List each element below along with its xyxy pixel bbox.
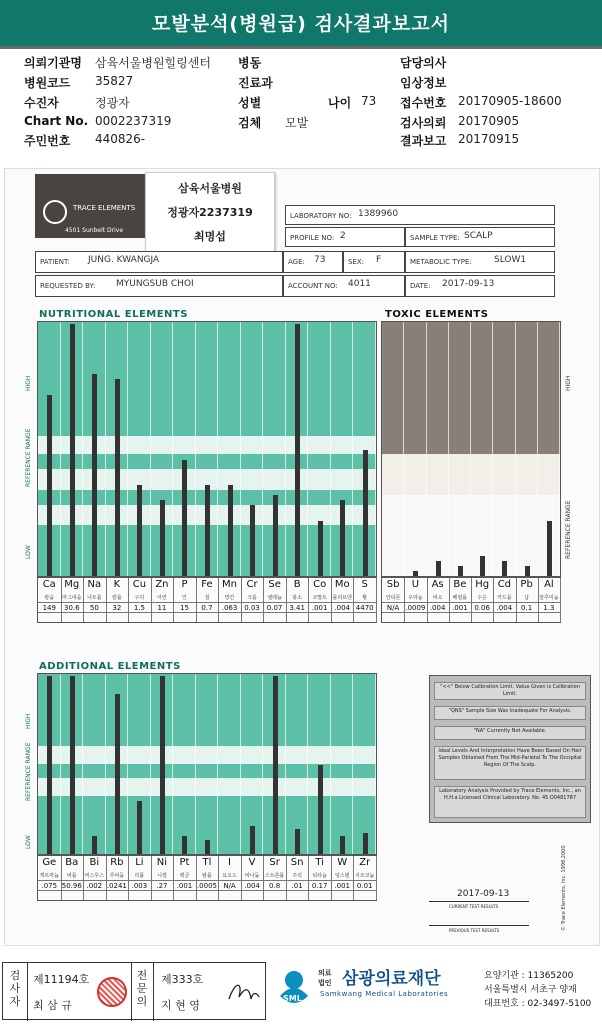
element-symbol-se: Se — [268, 579, 281, 590]
additional-title: ADDITIONAL ELEMENTS — [39, 661, 181, 672]
info-value-report-date: 20170915 — [458, 132, 520, 146]
bar-sr — [273, 676, 278, 854]
org-address: 서울특별시 서초구 양재 — [484, 985, 577, 995]
specialist-signature-icon — [225, 977, 261, 1007]
nut-table-row-line — [38, 612, 376, 613]
add-chart-column — [331, 674, 354, 854]
toxic-high-label: HIGH — [565, 375, 572, 391]
info-label-receipt-no: 접수번호 — [400, 96, 447, 110]
element-name-be: 베릴륨 — [452, 595, 468, 601]
info-label-clinical: 임상정보 — [400, 76, 447, 90]
sml-logo-icon — [274, 966, 314, 1012]
info-value-patient: 정광자 — [95, 96, 130, 110]
info-value-age: 73 — [361, 94, 377, 108]
element-symbol-li: Li — [135, 857, 144, 868]
element-symbol-k: K — [113, 579, 121, 590]
bar-rb — [115, 694, 120, 854]
element-value-i: N/A — [223, 882, 236, 890]
element-value-ge: .075 — [41, 882, 58, 890]
element-name-mn: 망간 — [224, 595, 235, 601]
legend-note-lab-analysis: Laboratory Analysis Provided by Trace Elements, Inc., an H.H.a Licensed Clinical Laboratory. No. 45 D0481787 — [434, 786, 586, 818]
specimen-sticker — [145, 172, 275, 252]
examiner-name: 최 삼 규 — [33, 999, 72, 1012]
element-value-sn: .01 — [291, 882, 303, 890]
element-symbol-pb: Pb — [520, 579, 533, 590]
info-label-age: 나이 — [328, 96, 352, 110]
element-name-hg: 수은 — [477, 595, 487, 601]
signature-box — [2, 962, 266, 1020]
element-value-na: 50 — [89, 604, 99, 612]
bar-pt — [182, 836, 187, 854]
element-value-mn: .063 — [221, 604, 238, 612]
element-symbol-ti: Ti — [315, 857, 324, 868]
bar-s — [363, 450, 368, 576]
bar-as — [436, 561, 441, 576]
bar-w — [340, 836, 345, 854]
report-footer — [0, 958, 602, 1027]
legend-note-qns: "QNS" Sample Size Was Inadequate For Analysis. — [434, 706, 586, 720]
info-label-institution: 의뢰기관명 — [24, 56, 82, 70]
tox-table-row-line — [382, 602, 560, 603]
nutritional-ref-label: REFERENCE RANGE — [25, 428, 32, 487]
field-sample-type: SAMPLE TYPE: SCALP — [405, 227, 555, 247]
element-name-ti: 티타늄 — [312, 873, 327, 879]
element-name-cd: 카드뮴 — [497, 595, 512, 601]
element-symbol-mg: Mg — [64, 579, 80, 590]
element-symbol-ge: Ge — [42, 857, 57, 868]
trace-elements-address: 4501 Sunbelt Drive — [65, 227, 124, 234]
toxic-chart — [381, 321, 561, 577]
element-symbol-rb: Rb — [110, 857, 124, 868]
element-name-sr: 스트론튬 — [264, 873, 285, 879]
element-symbol-b: B — [293, 579, 301, 590]
add-chart-column — [218, 674, 241, 854]
org-prefix: 의료법인 — [318, 969, 332, 987]
element-name-v: 바나듐 — [244, 873, 260, 879]
add-chart-column — [286, 674, 309, 854]
bar-na — [92, 374, 97, 576]
element-name-ge: 게르마늄 — [39, 873, 59, 879]
toxic-title: TOXIC ELEMENTS — [385, 309, 489, 320]
additional-low-label: LOW — [25, 835, 32, 849]
nutritional-low-label: LOW — [25, 545, 32, 559]
current-results-caption: CURRENT TEST RESULTS — [449, 904, 499, 909]
bar-bi — [92, 836, 97, 854]
toxic-ref-label: REFERENCE RANGE — [565, 500, 572, 559]
tox-table-row-line — [382, 612, 560, 613]
legend-box — [429, 675, 591, 823]
tox-chart-column — [382, 322, 404, 576]
signbox-divider-1 — [27, 963, 28, 1021]
element-symbol-v: V — [248, 857, 256, 868]
element-name-na: 나트륨 — [87, 595, 102, 601]
element-value-zr: 0.01 — [356, 882, 373, 890]
element-name-mg: 마그네슘 — [62, 595, 82, 601]
element-value-fe: 0.7 — [201, 604, 213, 612]
org-phone: 대표번호 : 02-3497-5100 — [484, 999, 592, 1009]
bar-ca — [47, 395, 52, 576]
element-value-mo: .004 — [334, 604, 350, 612]
lab-report-scan — [4, 168, 600, 946]
element-symbol-fe: Fe — [201, 579, 213, 590]
element-symbol-cd: Cd — [497, 579, 512, 590]
element-symbol-ba: Ba — [65, 857, 79, 868]
field-metabolic-type: METABOLIC TYPE: SLOW1 — [405, 251, 555, 273]
element-symbol-pt: Pt — [179, 857, 190, 868]
bar-se — [273, 495, 278, 576]
tox-chart-column — [516, 322, 538, 576]
add-chart-column — [83, 674, 106, 854]
specialist-license: 제333호 — [161, 973, 204, 986]
element-symbol-be: Be — [453, 579, 467, 590]
field-patient: PATIENT: JUNG. KWANGJA — [35, 251, 283, 273]
element-name-al: 알루미늄 — [539, 595, 559, 601]
info-label-specimen: 검체 — [238, 116, 262, 130]
element-name-pb: 납 — [524, 595, 530, 601]
bar-li — [137, 801, 142, 854]
info-label-doctor: 담당의사 — [400, 56, 447, 70]
element-value-be: .001 — [452, 604, 468, 612]
sticker-doctor: 최명섭 — [194, 230, 226, 243]
element-value-u: .0009 — [405, 604, 426, 612]
tox-chart-column — [427, 322, 449, 576]
info-value-hospital-code: 35827 — [95, 74, 134, 88]
element-name-sb: 안티몬 — [385, 595, 401, 601]
element-value-co: .001 — [311, 604, 328, 612]
examiner-seal-icon — [97, 977, 127, 1007]
info-label-department: 진료과 — [238, 76, 273, 90]
sml-logo-text: SML — [283, 994, 302, 1003]
element-value-v: .004 — [244, 882, 260, 890]
element-value-rb: .0241 — [106, 882, 127, 890]
element-name-cu: 구리 — [134, 595, 145, 601]
examiner-license: 제11194호 — [33, 973, 90, 986]
element-name-co: 코발트 — [312, 595, 327, 601]
bar-sn — [295, 829, 300, 854]
bar-pb — [525, 566, 530, 576]
element-value-ca: 149 — [42, 604, 56, 612]
report-title: 모발분석(병원급) 검사결과보고서 — [0, 0, 602, 46]
element-name-i: 요오드 — [222, 873, 237, 879]
element-name-bi: 비스무스 — [84, 873, 104, 879]
element-name-ni: 니켈 — [157, 873, 167, 879]
info-label-report-date: 결과보고 — [400, 134, 447, 148]
element-symbol-co: Co — [313, 579, 327, 590]
tox-chart-column — [404, 322, 426, 576]
bar-zr — [363, 833, 368, 854]
element-value-se: 0.07 — [266, 604, 283, 612]
current-results-date: 2017-09-13 — [457, 889, 510, 899]
field-sex: SEX: F — [343, 251, 405, 273]
add-chart-column — [353, 674, 376, 854]
element-name-mo: 몰리브덴 — [332, 595, 352, 601]
bar-cu — [137, 485, 142, 576]
additional-table — [37, 855, 377, 901]
element-name-w: 텅스텐 — [334, 873, 350, 879]
element-symbol-bi: Bi — [89, 857, 100, 868]
additional-ref-label: REFERENCE RANGE — [25, 742, 32, 801]
element-symbol-sb: Sb — [386, 579, 400, 590]
element-value-pt: .001 — [176, 882, 193, 890]
info-value-request-date: 20170905 — [458, 114, 520, 128]
element-name-as: 비소 — [432, 595, 443, 601]
nutritional-chart — [37, 321, 377, 577]
toxic-table — [381, 577, 561, 623]
tox-chart-column — [471, 322, 493, 576]
trace-elements-logo-box — [35, 174, 147, 238]
specialist-label: 전문의 — [136, 969, 148, 1008]
previous-results-caption: PREVIOUS TEST RESULTS — [449, 928, 500, 933]
bar-b — [295, 324, 300, 576]
add-chart-column — [173, 674, 196, 854]
nutritional-title: NUTRITIONAL ELEMENTS — [39, 309, 188, 320]
field-requested-by: REQUESTED BY: MYUNGSUB CHOI — [35, 275, 283, 297]
element-symbol-al: Al — [544, 579, 554, 590]
element-symbol-cr: Cr — [246, 579, 258, 590]
element-value-sr: 0.8 — [269, 882, 281, 890]
legend-note-below-limit: "<<" Below Calibration Limit. Value Given is Calibration Limit. — [434, 682, 586, 700]
element-name-pt: 백금 — [179, 873, 190, 879]
element-value-sb: N/A — [386, 604, 400, 612]
trace-elements-brand: TRACE ELEMENTS — [73, 204, 136, 212]
element-name-k: 칼륨 — [112, 595, 122, 601]
element-symbol-mo: Mo — [334, 579, 350, 590]
bar-zn — [160, 500, 165, 576]
patient-info — [0, 52, 602, 152]
element-name-se: 셀레늄 — [267, 595, 282, 601]
element-value-zn: 11 — [157, 604, 167, 612]
element-value-p: 15 — [179, 604, 189, 612]
element-symbol-tl: Tl — [202, 857, 212, 868]
bar-ba — [70, 676, 75, 854]
element-symbol-sn: Sn — [290, 857, 304, 868]
element-symbol-w: W — [337, 857, 348, 868]
previous-results-rule — [429, 925, 529, 926]
element-name-sn: 주석 — [292, 873, 302, 879]
info-value-chart-no: 0002237319 — [95, 114, 172, 128]
element-name-fe: 철 — [204, 595, 210, 601]
current-results-rule — [429, 901, 529, 902]
tox-table-divider — [560, 578, 561, 622]
bar-v — [250, 826, 255, 854]
element-name-rb: 루비듐 — [109, 873, 125, 879]
element-name-cr: 크롬 — [247, 595, 257, 601]
additional-chart — [37, 673, 377, 855]
bar-be — [458, 566, 463, 576]
element-value-hg: 0.06 — [474, 604, 490, 612]
element-symbol-zn: Zn — [155, 579, 169, 590]
nut-table-row-line — [38, 602, 376, 603]
element-name-tl: 탈륨 — [202, 873, 212, 879]
element-name-u: 우라늄 — [408, 595, 423, 601]
info-label-hospital-code: 병원코드 — [24, 76, 71, 90]
legend-note-na: "NA" Currently Not Available. — [434, 726, 586, 740]
bar-al — [547, 521, 552, 576]
element-value-cu: 1.5 — [133, 604, 145, 612]
element-value-cr: 0.03 — [244, 604, 260, 612]
info-value-resident-no: 440826- — [95, 132, 146, 146]
add-table-row-line — [38, 880, 376, 881]
org-name: 삼광의료재단 — [342, 969, 441, 989]
element-value-tl: .0005 — [196, 882, 217, 890]
element-value-pb: 0.1 — [521, 604, 533, 612]
element-symbol-sr: Sr — [269, 857, 280, 868]
bar-u — [413, 571, 418, 576]
add-chart-column — [196, 674, 219, 854]
element-name-ca: 칼슘 — [44, 595, 55, 601]
element-symbol-i: I — [228, 857, 231, 868]
bar-tl — [205, 840, 210, 854]
element-symbol-mn: Mn — [222, 579, 238, 590]
element-value-s: 4470 — [355, 604, 374, 612]
specialist-name: 지 현 영 — [161, 999, 200, 1012]
signbox-divider-2 — [131, 963, 132, 1021]
element-name-s: 황 — [362, 595, 368, 601]
element-name-zr: 지르코늄 — [355, 873, 375, 879]
element-symbol-s: S — [361, 579, 368, 590]
element-symbol-ca: Ca — [42, 579, 56, 590]
element-value-ba: 50.96 — [61, 882, 82, 890]
info-label-ward: 병동 — [238, 56, 262, 70]
sticker-patient: 정광자2237319 — [167, 206, 253, 219]
info-value-institution: 삼육서울병원힐링센터 — [95, 56, 211, 70]
field-date: DATE: 2017-09-13 — [405, 275, 555, 297]
bar-ge — [47, 676, 52, 854]
element-value-mg: 30.6 — [64, 604, 80, 612]
bar-cd — [502, 561, 507, 576]
bar-mn — [228, 485, 233, 576]
trace-elements-logo-icon — [43, 200, 67, 224]
info-label-chart-no: Chart No. — [24, 114, 89, 128]
element-symbol-cu: Cu — [132, 579, 147, 590]
element-value-al: 1.3 — [543, 604, 555, 612]
element-name-li: 리튬 — [134, 873, 145, 879]
element-symbol-as: As — [431, 579, 444, 590]
element-value-cd: .004 — [496, 604, 513, 612]
tox-chart-column — [493, 322, 515, 576]
element-symbol-hg: Hg — [475, 579, 490, 590]
element-name-b: 붕소 — [292, 595, 302, 601]
nutritional-table — [37, 577, 377, 623]
bar-mg — [70, 324, 75, 576]
element-value-k: 32 — [112, 604, 122, 612]
nutritional-high-label: HIGH — [25, 375, 32, 391]
field-laboratory-no: LABORATORY NO: 1389960 — [285, 205, 555, 225]
org-code: 요양기관 : 11365200 — [484, 971, 574, 981]
info-value-receipt-no: 20170905-18600 — [458, 94, 562, 108]
element-value-bi: .002 — [86, 882, 103, 890]
bar-k — [115, 379, 120, 576]
org-english: Samkwang Medical Laboratories — [320, 990, 449, 998]
field-profile-no: PROFILE NO: 2 — [285, 227, 405, 247]
bar-hg — [480, 556, 485, 576]
signbox-divider-3 — [153, 963, 154, 1021]
element-name-zn: 아연 — [157, 595, 167, 601]
info-label-sex: 성별 — [238, 96, 262, 110]
add-table-divider — [376, 856, 377, 900]
bar-mo — [340, 500, 345, 576]
element-value-w: .001 — [334, 882, 350, 890]
copyright-label: © Trace Elements, Inc. 1998,2000 — [561, 845, 567, 931]
bar-ti — [318, 765, 323, 854]
sticker-hospital: 삼육서울병원 — [178, 182, 242, 195]
element-value-b: 3.41 — [289, 604, 305, 612]
nut-table-divider — [376, 578, 377, 622]
element-symbol-u: U — [411, 579, 420, 590]
tox-chart-column — [449, 322, 471, 576]
element-name-ba: 바륨 — [66, 873, 77, 879]
field-account-no: ACCOUNT NO: 4011 — [283, 275, 405, 297]
element-value-li: .003 — [131, 882, 148, 890]
bar-p — [182, 460, 187, 576]
examiner-label: 검사자 — [9, 969, 21, 1008]
info-label-request-date: 검사의뢰 — [400, 116, 447, 130]
element-symbol-ni: Ni — [156, 857, 168, 868]
element-symbol-na: Na — [87, 579, 102, 590]
element-symbol-zr: Zr — [359, 857, 371, 868]
element-value-ni: .27 — [156, 882, 168, 890]
element-name-p: 인 — [182, 595, 187, 601]
bar-cr — [250, 505, 255, 576]
element-value-as: .004 — [429, 604, 446, 612]
info-label-patient: 수진자 — [24, 96, 59, 110]
bar-co — [318, 521, 323, 576]
bar-fe — [205, 485, 210, 576]
additional-high-label: HIGH — [25, 713, 32, 729]
info-value-specimen: 모발 — [285, 116, 309, 130]
field-age: AGE: 73 — [283, 251, 343, 273]
element-value-ti: 0.17 — [311, 882, 328, 890]
add-table-row-line — [38, 890, 376, 891]
bar-ni — [160, 676, 165, 854]
element-symbol-p: P — [181, 579, 188, 590]
info-label-resident-no: 주민번호 — [24, 134, 71, 148]
legend-note-ideal-levels: Ideal Levels And Interpretation Have Been Based On Hair Samples Obtained From The Mid-Parietal To The Occipital Region Of The Scalp. — [434, 746, 586, 780]
